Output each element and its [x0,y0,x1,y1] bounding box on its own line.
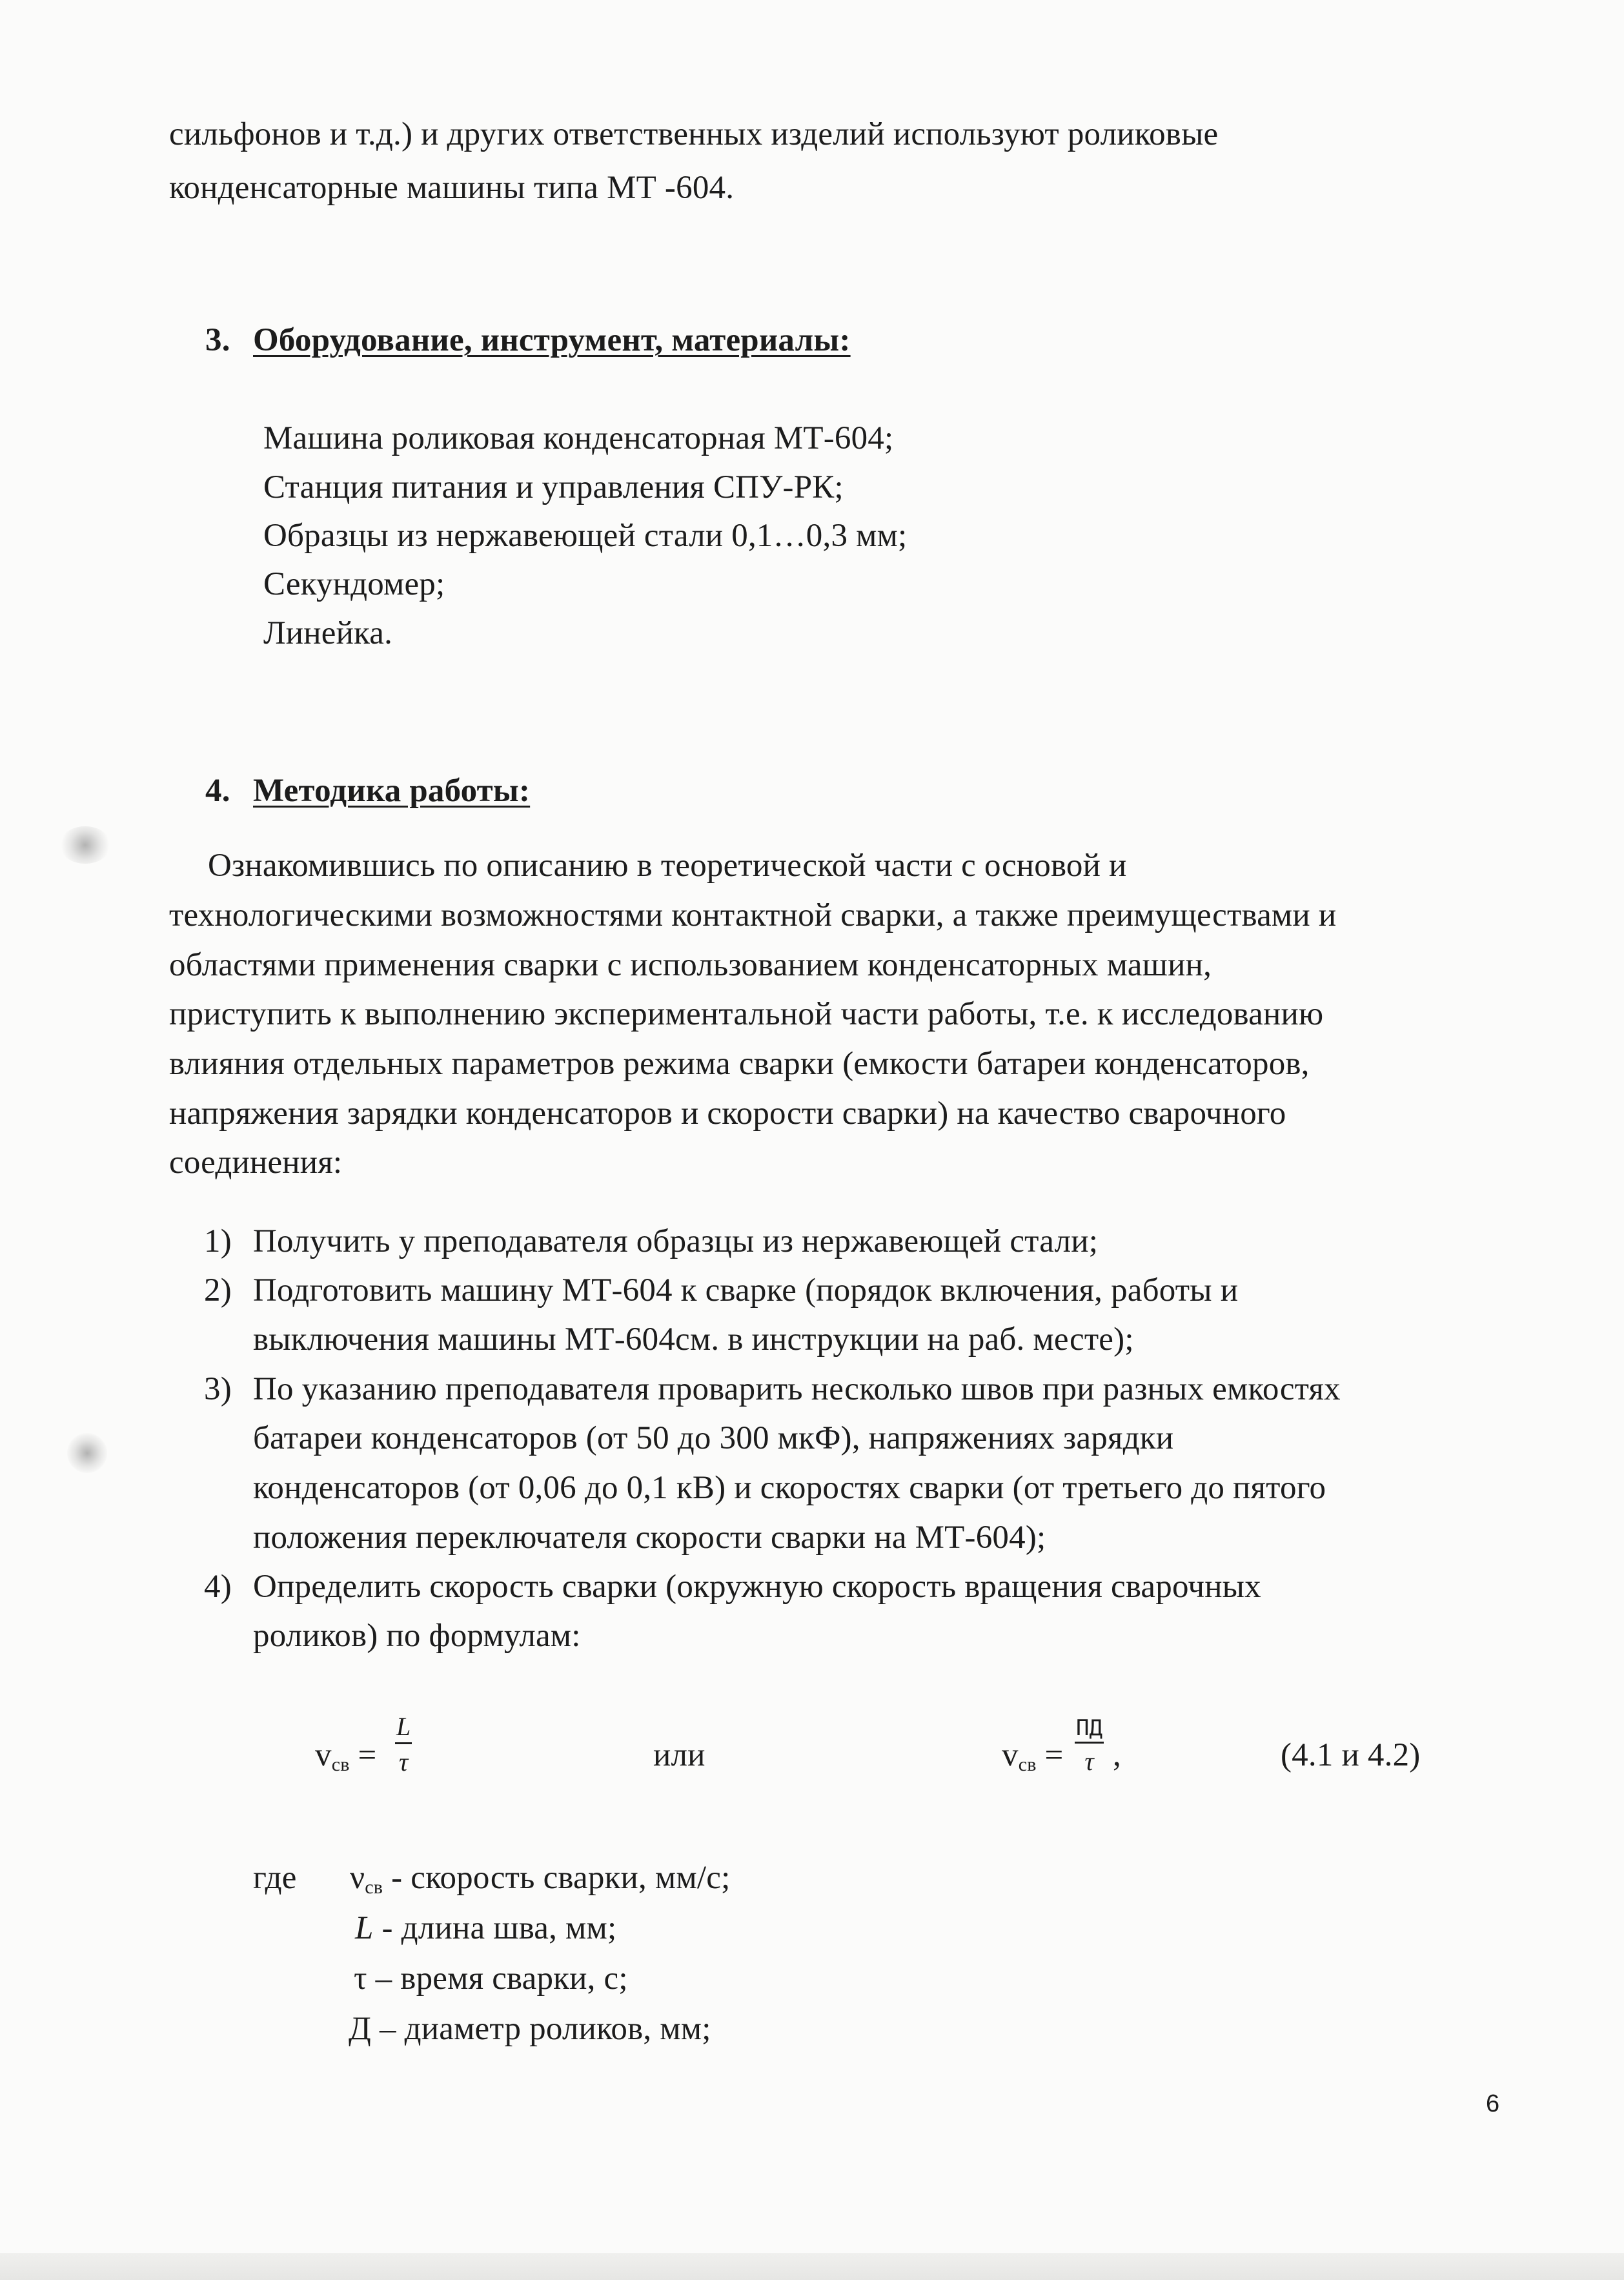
step-text: батареи конденсаторов (от 50 до 300 мкФ), напряжениях зарядки [253,1420,1174,1456]
equipment-item: Машина роликовая конденсаторная МТ-604; [263,420,894,456]
step-text: конденсаторов (от 0,06 до 0,1 кВ) и скоростях сварки (от третьего до пятого [253,1470,1326,1506]
step-number: 3) [204,1371,232,1407]
method-paragraph-line: приступить к выполнению экспериментальной части работы, т.е. к исследованию [169,996,1324,1032]
step-number: 4) [204,1569,232,1605]
equals-sign: = [1044,1737,1064,1773]
fraction-denominator: τ [1084,1747,1094,1776]
scan-smudge [67,1433,107,1473]
page-number: 6 [1486,2090,1500,2117]
formula-reference: (4.1 и 4.2) [1281,1737,1421,1773]
method-paragraph-line: технологическими возможностями контактной сварки, а также преимуществами и [169,897,1337,933]
step-text: выключения машины МТ-604см. в инструкции на раб. месте); [253,1321,1134,1358]
intro-line-2: конденсаторные машины типа МТ -604. [169,170,735,206]
formula-comma: , [1113,1737,1121,1773]
velocity-symbol: vсв = [1002,1737,1064,1775]
section-4-title: Методика работы: [253,773,531,809]
method-paragraph-line: влияния отдельных параметров режима сварки (емкости батареи конденсаторов, [169,1046,1310,1082]
legend-item: τ – время сварки, с; [354,1960,628,1997]
formula-or: или [653,1737,705,1773]
step-text: Подготовить машину МТ-604 к сварке (порядок включения, работы и [253,1272,1239,1308]
method-paragraph-line: областями применения сварки с использованием конденсаторных машин, [169,947,1212,983]
equipment-item: Образцы из нержавеющей стали 0,1…0,3 мм; [263,518,908,554]
velocity-symbol: vсв = [315,1737,377,1775]
legend-item: Д – диаметр роликов, мм; [349,2011,711,2047]
fraction-denominator: τ [398,1747,409,1776]
step-number: 1) [204,1223,232,1259]
method-paragraph-line: Ознакомившись по описанию в теоретической части с основой и [208,848,1127,884]
intro-line-1: сильфонов и т.д.) и других ответственных изделий используют роликовые [169,116,1219,152]
section-4-number: 4. [205,773,230,809]
equipment-item: Станция питания и управления СПУ-РК; [263,469,844,505]
fraction-numerator: ПД [1076,1715,1102,1741]
equipment-item: Секундомер; [263,566,445,602]
step-number: 2) [204,1272,232,1308]
step-text: Определить скорость сварки (окружную скорость вращения сварочных [253,1569,1261,1605]
fraction-l-over-tau [395,1714,412,1775]
step-text: положения переключателя скорости сварки на МТ-604); [253,1520,1046,1556]
fraction-numerator: L [396,1712,411,1741]
scan-smudge [59,826,111,864]
step-text: Получить у преподавателя образцы из нержавеющей стали; [253,1223,1099,1259]
step-text: роликов) по формулам: [253,1618,581,1654]
equals-sign: = [358,1737,377,1773]
method-paragraph-line: напряжения зарядки конденсаторов и скорости сварки) на качество сварочного [169,1095,1286,1132]
section-3-title: Оборудование, инструмент, материалы: [253,322,851,358]
equipment-item: Линейка. [263,615,393,651]
method-paragraph-line: соединения: [169,1145,343,1181]
legend-item: L - длина шва, мм; [355,1910,617,1946]
scan-bottom-edge [0,2253,1624,2280]
legend-where: где [253,1860,297,1896]
fraction-pd-over-tau [1075,1717,1104,1775]
section-3-number: 3. [205,322,230,358]
step-text: По указанию преподавателя проварить несколько швов при разных емкостях [253,1371,1341,1407]
legend-item: νсв - скорость сварки, мм/с; [350,1860,731,1898]
